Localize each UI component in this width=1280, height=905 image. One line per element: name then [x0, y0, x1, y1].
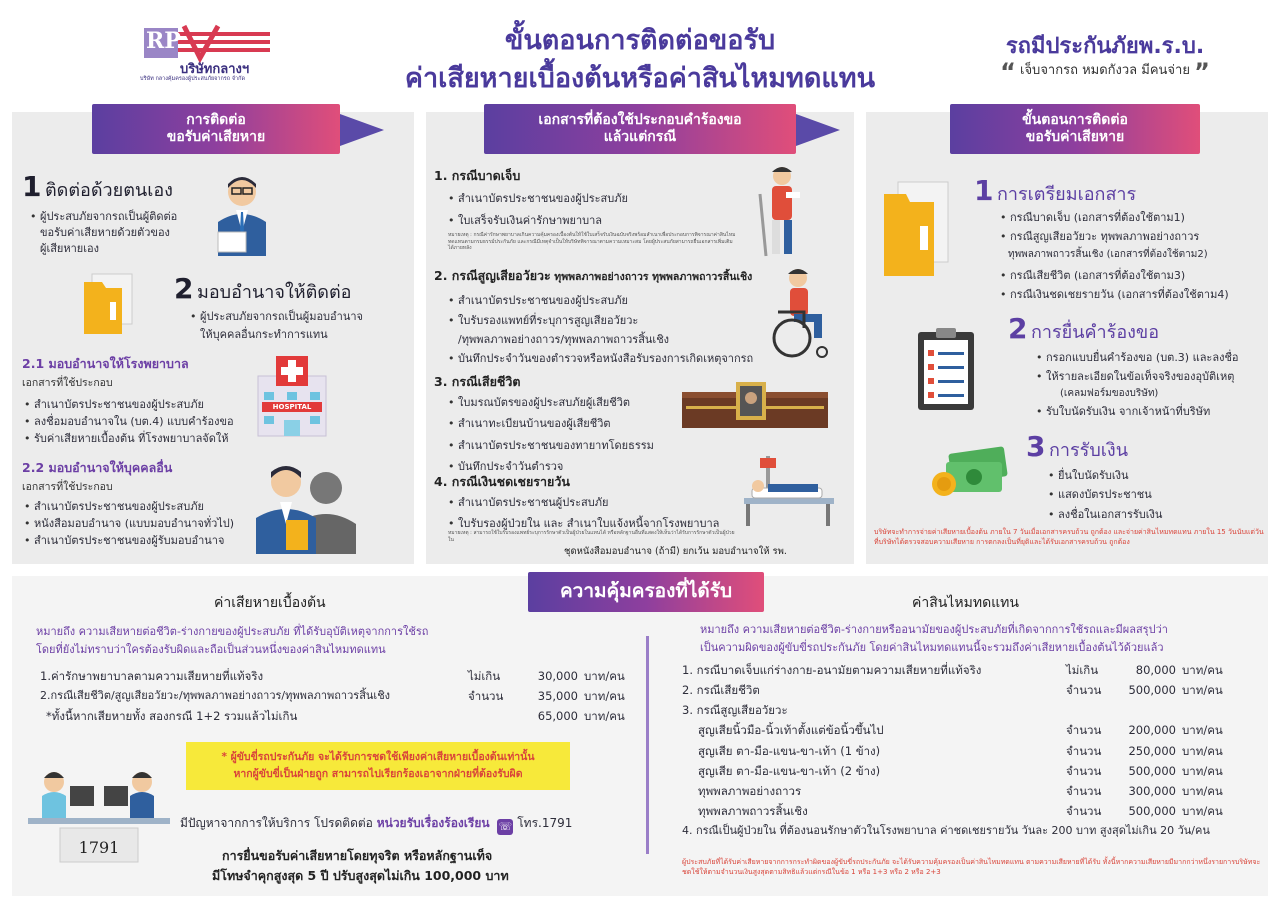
right-step1-items	[1000, 208, 1199, 247]
slogan	[980, 58, 1230, 86]
cov-label: 1. กรณีบาดเจ็บแก่ร่างกาย-อนามัยตามความเสียหายที่แท้จริง	[682, 663, 982, 677]
right-step3-items	[1048, 466, 1162, 524]
cov-amount: 500,000	[1128, 763, 1176, 778]
table-row	[682, 741, 1262, 761]
table-row	[40, 666, 640, 686]
case2-item: • สำเนาบัตรประชาชนของผู้ประสบภัย	[448, 290, 638, 312]
hospital-icon	[252, 352, 332, 441]
case2-title: 2. กรณีสูญเสียอวัยวะ	[434, 268, 551, 283]
hospital-sign: HOSPITAL	[272, 403, 312, 411]
case2-item-cont: /ทุพพลภาพอย่างถาวร/ทุพพลภาพถาวรสิ้นเชิง	[458, 333, 670, 346]
injured-person-icon	[756, 164, 806, 263]
hospital-bed-icon	[738, 452, 838, 535]
cov-label: สูญเสียนิ้วมือ-นิ้วเท้าตั้งแต่ข้อนิ้วขึ้นไป	[698, 723, 884, 738]
right-red-note: บริษัทจะทำการจ่ายค่าเสียหายเบื้องต้น ภายใน 7 วันเมื่อเอกสารครบถ้วน ถูกต้อง และจ่ายค่าสินไหมทดแทน ภายใน 15 วันนับแต่วันที่บริษัทได้ตรวจสอบความเสียหาย การตกลงเป็นที่ยุติและได้รับเอกสารครบถ้วน ถูกต้อง	[874, 528, 1264, 546]
coverage-left-title: ค่าเสียหายเบื้องต้น	[214, 595, 326, 611]
sub22-item: • หนังสือมอบอำนาจ (แบบมอบอำนาจทั่วไป)	[24, 515, 234, 532]
contact-unit: หน่วยรับเรื่องร้องเรียน	[376, 816, 490, 830]
cov-amount: 500,000	[1128, 683, 1176, 698]
cov-label: 3. กรณีสูญเสียอวัยวะ	[682, 703, 788, 718]
quote-close-icon: ”	[1194, 58, 1210, 86]
cov-label: 2. กรณีเสียชีวิต	[682, 683, 760, 698]
slogan-title: รถมีประกันภัยพ.ร.บ.	[1005, 34, 1205, 59]
case3-item: • สำเนาบัตรประชาชนของทายาทโดยธรรม	[448, 435, 654, 456]
cov-label: ทุพพลภาพอย่างถาวร	[698, 783, 802, 798]
cov-label: 2.กรณีเสียชีวิต/สูญเสียอวัยวะ/ทุพพลภาพอย่างถาวร/ทุพพลภาพถาวรสิ้นเชิง	[40, 689, 391, 703]
cov-unit: บาท/คน	[1182, 723, 1223, 738]
coffin-icon	[680, 380, 830, 435]
cov-unit: บาท/คน	[584, 669, 625, 683]
cov-qual	[468, 706, 524, 726]
table-row	[682, 821, 1262, 840]
logo-letters: RP	[146, 28, 181, 54]
right-step1	[974, 174, 1136, 208]
left-step1-item: ขอรับค่าเสียหายด้วยตัวของ	[40, 226, 170, 240]
cov-unit: บาท/คน	[1182, 663, 1223, 677]
cov-amount: 200,000	[1128, 723, 1176, 738]
table-row	[40, 686, 640, 706]
case4-item: • ใบรับรองผู้ป่วยใน และ สำเนาใบแจ้งหนี้จากโรงพยาบาล	[448, 513, 719, 534]
case3-items	[448, 392, 654, 478]
left-step2-title: มอบอำนาจให้ติดต่อ	[196, 282, 352, 303]
right-step3-num: 3	[1026, 430, 1046, 463]
table-row	[682, 680, 1262, 700]
coverage-left-desc2: โดยที่ยังไม่ทราบว่าใครต้องรับผิดและถือเป็นส่วนหนึ่งของค่าสินไหมทดแทน	[36, 643, 386, 656]
right-step2-item: • รับใบนัดรับเงิน จากเจ้าหน้าที่บริษัท	[1036, 402, 1210, 421]
right-step2-items-b	[1036, 402, 1210, 421]
table-row	[682, 700, 1262, 720]
coverage-right-title: ค่าสินไหมทดแทน	[912, 595, 1019, 611]
right-step1-title: การเตรียมเอกสาร	[996, 184, 1137, 205]
cov-unit: บาท/คน	[584, 709, 625, 724]
cov-amount: 35,000	[537, 689, 578, 704]
case2-items-b	[448, 350, 753, 367]
case2-item: • ใบรับรองแพทย์ที่ระบุการสูญเสียอวัยวะ	[448, 312, 638, 331]
table-row	[40, 706, 640, 726]
middle-banner: เอกสารที่ต้องใช้ประกอบคำร้องขอ แล้วแต่กรณี	[484, 104, 796, 154]
table-row	[682, 781, 1262, 801]
fraud-warning-line1: การยื่นขอรับค่าเสียหายโดยทุจริต หรือหลักฐานเท็จ	[222, 848, 493, 863]
right-step1-items-b	[1000, 266, 1229, 305]
case3-item: • ใบมรณบัตรของผู้ประสบภัยผู้เสียชีวิต	[448, 392, 654, 413]
coverage-divider	[646, 636, 649, 854]
right-step3	[1026, 430, 1128, 464]
people-icon	[252, 458, 356, 557]
right-step2-items	[1036, 348, 1239, 387]
fraud-warning-line2: มีโทษจำคุกสูงสุด 5 ปี ปรับสูงสุดไม่เกิน 100,000 บาท	[212, 868, 509, 883]
coverage-right-red-note: ผู้ประสบภัยที่ได้รับค่าเสียหายจากการกระทำผิดของผู้ขับขี่รถประกันภัย จะได้รับความคุ้มครองเป็นค่าสินไหมทดแทน ตามความเสียหายที่ได้รับ ทั้งนี้หากความเสียหายมีมากกว่าหนึ่งรายการบริษัทจะชดใช้ให้ตามจำนวนเงินสูงสุดตามสิทธิแล้วแต่กรณีในข้อ 1 หรือ 1+3 หรือ 2 หรือ 2+3	[682, 858, 1261, 876]
table-row	[682, 801, 1262, 821]
cov-qual: จำนวน	[468, 689, 504, 704]
cov-amount: 80,000	[1135, 663, 1176, 677]
sub22-docs-label: เอกสารที่ใช้ประกอบ	[22, 481, 113, 493]
left-step1-items	[30, 208, 177, 257]
cov-qual: จำนวน	[1066, 783, 1102, 798]
money-icon	[930, 444, 1010, 507]
yellow-note	[186, 742, 570, 790]
cov-unit: บาท/คน	[1182, 763, 1223, 778]
right-step3-title: การรับเงิน	[1048, 440, 1128, 461]
case4-title: 4. กรณีเงินชดเชยรายวัน	[434, 474, 570, 489]
table-row	[682, 761, 1262, 781]
sub22-item: • สำเนาบัตรประชาชนของผู้ประสบภัย	[24, 498, 234, 515]
right-step3-item: • ยื่นใบนัดรับเงิน	[1048, 466, 1162, 485]
sub22-title: 2.2 มอบอำนาจให้บุคคลอื่น	[22, 460, 173, 475]
logo-full-name: บริษัท กลางคุ้มครองผู้ประสบภัยจากรถ จำกัด	[140, 76, 246, 82]
left-step1-title: ติดต่อด้วยตนเอง	[44, 180, 173, 201]
cov-qual: จำนวน	[1066, 743, 1102, 758]
coverage-left-table	[40, 666, 640, 726]
cov-label: 1.ค่ารักษาพยาบาลตามความเสียหายที่แท้จริง	[40, 669, 264, 683]
coverage-right-table	[682, 660, 1262, 840]
contact-line	[180, 814, 572, 835]
coverage-right-desc1: หมายถึง ความเสียหายต่อชีวิต-ร่างกายหรืออนามัยของผู้ประสบภัยที่เกิดจากการใช้รถและมีผลสรุปว่า	[700, 623, 1168, 636]
yellow-note-line2: หากผู้ขับขี่เป็นฝ่ายถูก สามารถไปเรียกร้องเอาจากฝ่ายที่ต้องรับผิด	[233, 768, 523, 780]
call-center-icon	[24, 756, 174, 869]
left-step2	[174, 272, 352, 306]
left-step1	[22, 170, 173, 204]
cov-qual: ไม่เกิน	[468, 669, 501, 683]
wheelchair-icon	[764, 268, 830, 363]
contact-phone: โทร.1791	[517, 816, 573, 830]
case2-title-extra: ทุพพลภาพอย่างถาวร ทุพพลภาพถาวรสิ้นเชิง	[554, 271, 753, 283]
right-step1-item: • กรณีเงินชดเชยรายวัน (เอกสารที่ต้องใช้ตาม4)	[1000, 285, 1229, 304]
cov-qual: จำนวน	[1066, 763, 1102, 778]
right-step2	[1008, 312, 1159, 346]
phone-icon: ☏	[498, 820, 513, 833]
businessman-icon	[212, 172, 272, 259]
cov-unit: บาท/คน	[1182, 683, 1223, 698]
cov-amount: 250,000	[1128, 743, 1176, 758]
case2-items	[448, 290, 638, 331]
clipboard-icon	[916, 326, 976, 415]
folder-icon	[82, 272, 142, 339]
sub21-item: • สำเนาบัตรประชาชนของผู้ประสบภัย	[24, 396, 234, 413]
case4-note: ชุดหนังสือมอบอำนาจ (ถ้ามี) ยกเว้น มอบอำนาจให้ รพ.	[564, 546, 787, 557]
case1-item: • สำเนาบัตรประชาชนของผู้ประสบภัย	[448, 188, 628, 210]
right-step1-item: • กรณีเสียชีวิต (เอกสารที่ต้องใช้ตาม3)	[1000, 266, 1229, 285]
case1-title: 1. กรณีบาดเจ็บ	[434, 168, 521, 183]
right-step2-item: • ให้รายละเอียดในข้อเท็จจริงของอุบัติเหตุ	[1036, 367, 1239, 386]
cov-qual: จำนวน	[1066, 683, 1102, 698]
left-step2-num: 2	[174, 272, 194, 305]
left-banner-arrow-icon	[340, 114, 384, 146]
right-step2-title: การยื่นคำร้องขอ	[1030, 322, 1160, 343]
cov-label: ทุพพลภาพถาวรสิ้นเชิง	[698, 803, 808, 818]
cov-label: *ทั้งนี้หากเสียหายทั้ง สองกรณี 1+2 รวมแล้วไม่เกิน	[46, 709, 298, 724]
coverage-left-desc1: หมายถึง ความเสียหายต่อชีวิต-ร่างกายของผู้ประสบภัย ที่ได้รับอุบัติเหตุจากการใช้รถ	[36, 625, 429, 638]
cov-qual: จำนวน	[1066, 723, 1102, 738]
left-step1-num: 1	[22, 170, 42, 203]
cov-unit: บาท/คน	[1182, 743, 1223, 758]
right-step2-num: 2	[1008, 312, 1028, 345]
middle-banner-arrow-icon	[796, 114, 840, 146]
left-step2-item: ให้บุคคลอื่นกระทำการแทน	[200, 328, 328, 342]
left-step1-item: ผู้เสียหายเอง	[40, 241, 99, 255]
sub21-title: 2.1 มอบอำนาจให้โรงพยาบาล	[22, 356, 189, 371]
case1-item: • ใบเสร็จรับเงินค่ารักษาพยาบาล	[448, 210, 628, 232]
left-step2-items	[190, 308, 363, 343]
right-step2-item-cont: (เคลมฟอร์มของบริษัท)	[1060, 388, 1159, 399]
table-row	[682, 720, 1262, 740]
company-logo	[140, 22, 290, 84]
case4-item: • สำเนาบัตรประชาชนผู้ประสบภัย	[448, 492, 719, 513]
right-step2-item: • กรอกแบบยื่นคำร้องขอ (บต.3) และลงชื่อ	[1036, 348, 1239, 367]
table-row	[682, 660, 1262, 680]
right-step3-item: • ลงชื่อในเอกสารรับเงิน	[1048, 505, 1162, 524]
right-folder-icon	[882, 180, 952, 283]
slogan-text: เจ็บจากรถ หมดกังวล มีคนจ่าย	[1020, 63, 1190, 78]
call-center-number: 1791	[78, 838, 120, 857]
cov-qual: ไม่เกิน	[1066, 663, 1099, 677]
left-step1-item: • ผู้ประสบภัยจากรถเป็นผู้ติดต่อ	[30, 208, 177, 225]
case2-title-row	[434, 266, 752, 286]
case3-item: • บันทึกประจำวันตำรวจ	[448, 456, 654, 477]
right-step1-item-cont: ทุพพลภาพถาวรสิ้นเชิง (เอกสารที่ต้องใช้ตาม2)	[1008, 249, 1208, 260]
sub21-item: • รับค่าเสียหายเบื้องต้น ที่โรงพยาบาลจัดให้	[24, 430, 234, 447]
cov-unit: บาท/คน	[584, 689, 625, 704]
coverage-right-desc2: เป็นความผิดของผู้ขับขี่รถประกันภัย โดยค่าสินไหมทดแทนนี้จะรวมถึงค่าเสียหายเบื้องต้นไว้ด้วยแล้ว	[700, 641, 1164, 654]
logo-name: บริษัทกลางฯ	[180, 62, 250, 77]
cov-label: สูญเสีย ตา-มือ-แขน-ขา-เท้า (2 ข้าง)	[698, 763, 881, 778]
sub21-items	[24, 396, 234, 447]
left-step2-item: • ผู้ประสบภัยจากรถเป็นผู้มอบอำนาจ	[190, 308, 363, 325]
cov-amount: 500,000	[1128, 803, 1176, 818]
coverage-banner: ความคุ้มครองที่ได้รับ	[528, 572, 764, 612]
cov-qual: จำนวน	[1066, 803, 1102, 818]
sub21-docs-label: เอกสารที่ใช้ประกอบ	[22, 377, 113, 389]
quote-open-icon: “	[1000, 58, 1016, 86]
sub22-item: • สำเนาบัตรประชาชนของผู้รับมอบอำนาจ	[24, 532, 234, 549]
cov-label: สูญเสีย ตา-มือ-แขน-ขา-เท้า (1 ข้าง)	[698, 743, 881, 758]
cov-label: 4. กรณีเป็นผู้ป่วยใน ที่ต้องนอนรักษาตัวในโรงพยาบาล ค่าชดเชยรายวัน วันละ 200 บาท สูงสุดไม่เกิน 20 วัน/คน	[682, 824, 1210, 837]
case3-title: 3. กรณีเสียชีวิต	[434, 374, 521, 389]
contact-text: มีปัญหาจากการให้บริการ โปรดติดต่อ	[180, 816, 373, 830]
sub22-items	[24, 498, 234, 549]
right-step1-item: • กรณีบาดเจ็บ (เอกสารที่ต้องใช้ตาม1)	[1000, 208, 1199, 227]
right-step3-item: • แสดงบัตรประชาชน	[1048, 485, 1162, 504]
right-step1-item: • กรณีสูญเสียอวัยวะ ทุพพลภาพอย่างถาวร	[1000, 227, 1199, 246]
cov-amount: 300,000	[1128, 783, 1176, 798]
case1-items	[448, 188, 628, 232]
page-title-line2: ค่าเสียหายเบื้องต้นหรือค่าสินไหมทดแทน	[404, 63, 876, 94]
right-banner: ขั้นตอนการติดต่อ ขอรับค่าเสียหาย	[950, 104, 1200, 154]
yellow-note-line1: * ผู้ขับขี่รถประกันภัย จะได้รับการชดใช้เพียงค่าเสียหายเบื้องต้นเท่านั้น	[221, 751, 535, 763]
page-title-line1: ขั้นตอนการติดต่อขอรับ	[504, 25, 776, 56]
case1-fine-print: หมายเหตุ : กรณีค่ารักษาพยาบาลเกินความคุ้มครองเบื้องต้นให้ใช้ใบเสร็จรับเงินฉบับจริงพร้อมสำเนาเพื่อประกอบการพิจารณาค่าสินไหมทดแทนตามกรมธรรม์ประกันภัย และกรณีมีเหตุจำเป็นให้บริษัทพิจารณาตามความเหมาะสม โดยผู้ประสบภัยสามารถยื่นเอกสารเพิ่มเติมได้ภายหลัง	[448, 232, 736, 251]
right-step1-num: 1	[974, 174, 994, 207]
cov-amount: 65,000	[537, 709, 578, 724]
cov-unit: บาท/คน	[1182, 783, 1223, 798]
case4-fine-print: หมายเหตุ : สามารถใช้ใบรับรองแพทย์ระบุการรักษาตัวเป็นผู้ป่วยในแทนได้ หรือหลักฐานอื่นที่แสดงให้เห็นว่าได้รับการรักษาตัวเป็นผู้ป่วยใน	[448, 530, 735, 543]
case3-item: • สำเนาทะเบียนบ้านของผู้เสียชีวิต	[448, 413, 654, 434]
cov-amount: 30,000	[537, 669, 578, 683]
case2-item: • บันทึกประจำวันของตำรวจหรือหนังสือรับรองการเกิดเหตุจากรถ	[448, 350, 753, 367]
sub21-item: • ลงชื่อมอบอำนาจใน (บต.4) แบบคำร้องขอ	[24, 413, 234, 430]
left-banner: การติดต่อ ขอรับค่าเสียหาย	[92, 104, 340, 154]
case4-items	[448, 492, 719, 535]
cov-unit: บาท/คน	[1182, 803, 1223, 818]
